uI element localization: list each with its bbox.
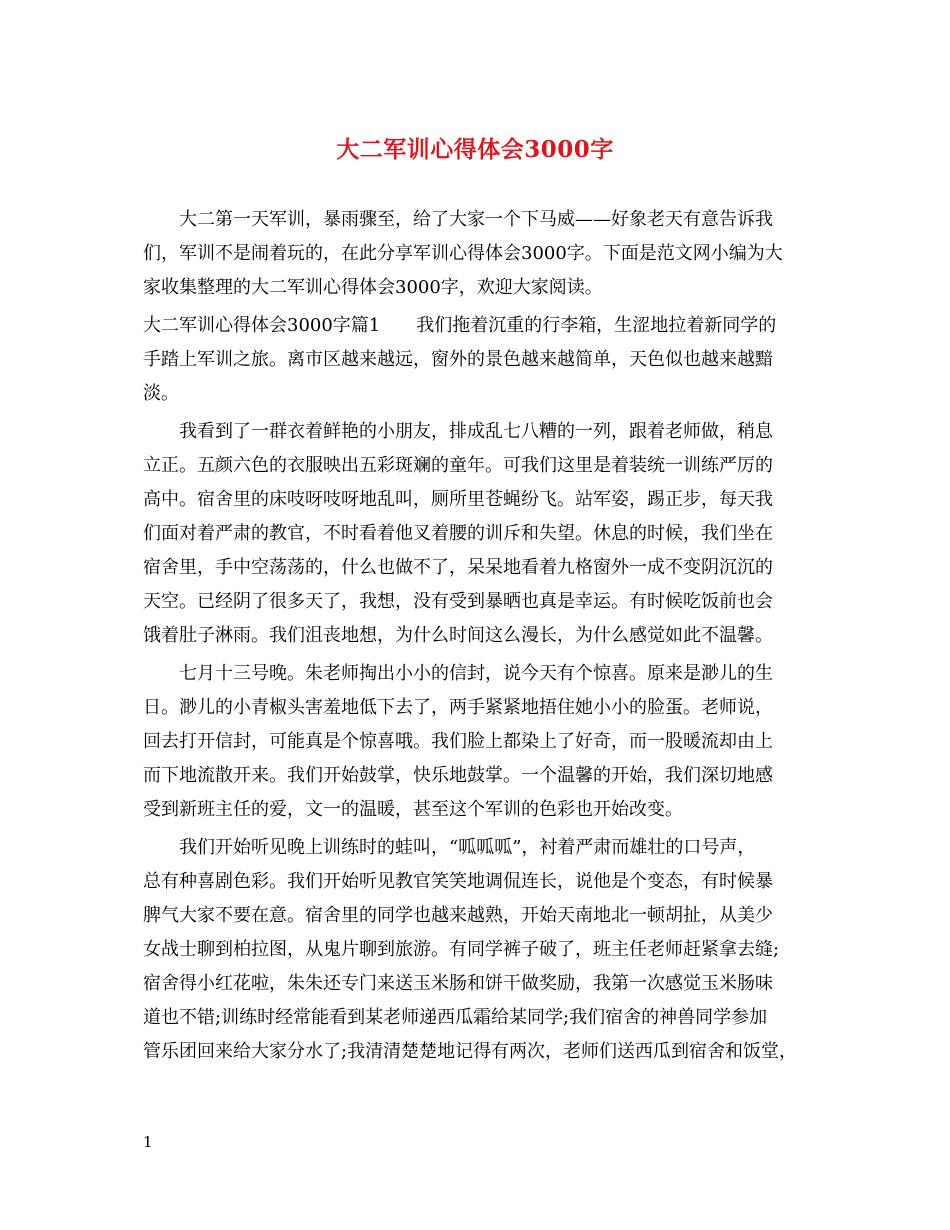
body-line-21: 脾气大家不要在意。宿舍里的同学也越来越熟，开始天南地北一顿胡扯，从美少 bbox=[143, 905, 773, 926]
body-line-16: 回去打开信封，可能真是个惊喜哦。我们脸上都染上了好奇，而一股暖流却由上 bbox=[143, 731, 773, 752]
body-line-19: 我们开始听见晚上训练时的蛙叫，“呱呱呱”，衬着严肃而雄壮的口号声， bbox=[143, 837, 756, 858]
body-line-11: 宿舍里，手中空荡荡的，什么也做不了，呆呆地看着九格窗外一成不变阴沉沉的 bbox=[143, 557, 773, 578]
body-line-1: 大二第一天军训，暴雨骤至，给了大家一个下马威——好象老天有意告诉我 bbox=[143, 209, 773, 230]
body-line-18: 受到新班主任的爱，文一的温暖，甚至这个军训的色彩也开始改变。 bbox=[143, 799, 683, 820]
body-line-14: 七月十三号晚。朱老师掏出小小的信封，说今天有个惊喜。原来是渺儿的生 bbox=[143, 663, 773, 684]
body-line-2: 们，军训不是闹着玩的，在此分享军训心得体会3000字。下面是范文网小编为大 bbox=[143, 243, 783, 264]
body-line-10: 们面对着严肃的教官，不时看着他叉着腰的训斥和失望。休息的时候，我们坐在 bbox=[143, 523, 773, 544]
body-line-17: 而下地流散开来。我们开始鼓掌，快乐地鼓掌。一个温馨的开始，我们深切地感 bbox=[143, 765, 773, 786]
body-line-5: 手踏上军训之旅。离市区越来越远，窗外的景色越来越简单，天色似也越来越黯 bbox=[143, 349, 773, 370]
body-line-23: 宿舍得小红花啦，朱朱还专门来送玉米肠和饼干做奖励，我第一次感觉玉米肠味 bbox=[143, 973, 773, 994]
body-line-7: 我看到了一群衣着鲜艳的小朋友，排成乱七八糟的一列，跟着老师做，稍息 bbox=[143, 421, 773, 442]
body-line-3: 家收集整理的大二军训心得体会3000字，欢迎大家阅读。 bbox=[143, 277, 603, 298]
body-line-9: 高中。宿舍里的床吱呀吱呀地乱叫，厕所里苍蝇纷飞。站军姿，踢正步，每天我 bbox=[143, 489, 773, 510]
body-line-20: 总有种喜剧色彩。我们开始听见教官笑笑地调侃连长，说他是个变态，有时候暴 bbox=[143, 871, 773, 892]
body-line-24: 道也不错;训练时经常能看到某老师递西瓜霜给某同学;我们宿舍的神兽同学参加 bbox=[143, 1007, 768, 1028]
body-line-22: 女战士聊到柏拉图，从鬼片聊到旅游。有同学裤子破了，班主任老师赶紧拿去缝; bbox=[143, 939, 780, 960]
body-line-12: 天空。已经阴了很多天了，我想，没有受到暴晒也真是幸运。有时候吃饭前也会 bbox=[143, 591, 773, 612]
body-line-15: 日。渺儿的小青椒头害羞地低下去了，两手紧紧地捂住她小小的脸蛋。老师说， bbox=[143, 697, 773, 718]
body-line-6: 淡。 bbox=[143, 383, 179, 404]
body-line-8: 立正。五颜六色的衣服映出五彩斑斓的童年。可我们这里是着装统一训练严厉的 bbox=[143, 455, 773, 476]
document-title: 大二军训心得体会3000字 bbox=[336, 136, 614, 163]
body-line-4: 大二军训心得体会3000字篇1 我们拖着沉重的行李箱，生涩地拉着新同学的 bbox=[143, 315, 777, 336]
body-line-13: 饿着肚子淋雨。我们沮丧地想，为什么时间这么漫长，为什么感觉如此不温馨。 bbox=[143, 625, 773, 646]
page-number: 1 bbox=[143, 1133, 153, 1151]
body-line-25: 管乐团回来给大家分水了;我清清楚楚地记得有两次，老师们送西瓜到宿舍和饭堂， bbox=[143, 1041, 798, 1062]
